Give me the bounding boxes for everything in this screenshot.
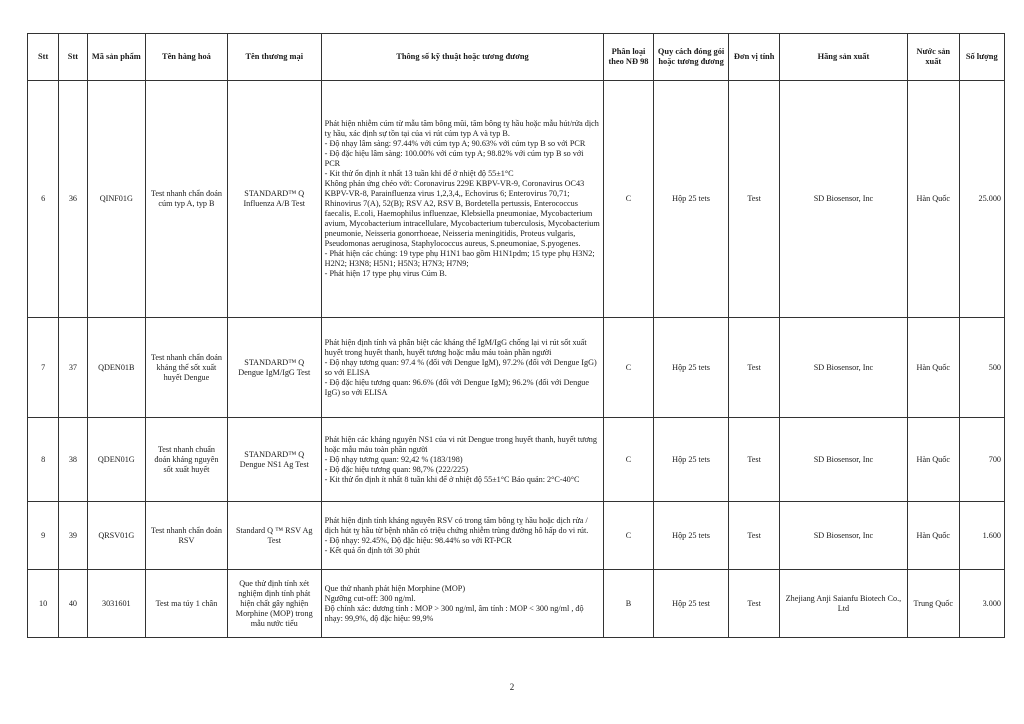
spec-line: - Độ đặc hiệu tương quan: 96.6% (đối với Dengue IgM); 96.2% (đối với Dengue IgG) so với ELISA [324, 377, 590, 397]
cell-stt2: 39 [59, 502, 87, 570]
cell-spec [321, 502, 604, 570]
cell-qty: 25.000 [959, 81, 1005, 318]
cell-country: Hàn Quốc [908, 81, 959, 318]
cell-unit: Test [729, 570, 779, 638]
table-row [28, 318, 1005, 418]
spec-line: Que thử nhanh phát hiện Morphine (MOP) [324, 583, 466, 593]
table-row [28, 570, 1005, 638]
cell-stt1: 9 [28, 502, 59, 570]
table-row [28, 502, 1005, 570]
cell-class: C [604, 81, 653, 318]
cell-stt1: 8 [28, 418, 59, 502]
cell-qty: 700 [959, 418, 1005, 502]
page-number: 2 [509, 682, 515, 692]
cell-code: QRSV01G [87, 502, 146, 570]
product-table [27, 33, 1005, 638]
cell-code: QINF01G [87, 81, 146, 318]
cell-stt1: 6 [28, 81, 59, 318]
cell-spec [321, 81, 604, 318]
cell-name: Test nhanh chuẩn đoán kháng nguyên sốt xuất huyết [146, 418, 228, 502]
spec-line: - Độ nhạy: 92.45%, Độ đặc hiệu: 98.44% so với RT-PCR [324, 535, 512, 545]
cell-trade: STANDARD™ Q Influenza A/B Test [227, 81, 321, 318]
cell-class: C [604, 502, 653, 570]
spec-line: - Kit thử ổn định ít nhất 8 tuần khi để ở nhiệt độ 55±1°C Bảo quản: 2°C-40°C [324, 474, 580, 484]
cell-stt2: 38 [59, 418, 87, 502]
spec-line: - Phát hiện 17 type phụ virus Cúm B. [324, 269, 447, 278]
cell-pack: Hộp 25 test [653, 570, 729, 638]
cell-country: Hàn Quốc [908, 418, 959, 502]
cell-qty: 3.000 [959, 570, 1005, 638]
cell-pack: Hộp 25 tets [653, 318, 729, 418]
spec-line: Ngưỡng cut-off: 300 ng/ml. [324, 593, 416, 603]
table-row [28, 418, 1005, 502]
cell-unit: Test [729, 418, 779, 502]
header-stt1: Stt [28, 34, 59, 81]
cell-stt1: 10 [28, 570, 59, 638]
cell-trade: STANDARD™ Q Dengue IgM/IgG Test [227, 318, 321, 418]
header-row [28, 34, 1005, 81]
header-code: Mã sản phẩm [87, 34, 146, 81]
cell-class: C [604, 418, 653, 502]
header-trade: Tên thương mại [227, 34, 321, 81]
cell-spec [321, 418, 604, 502]
cell-code: QDEN01G [87, 418, 146, 502]
spec-line: Độ chính xác: dương tính : MOP > 300 ng/ml, âm tính : MOP < 300 ng/ml , độ nhạy: 99,9%, độ đặc hiệu: 99,9% [324, 603, 584, 623]
spec-line: - Độ nhạy tương quan: 92,42 % (183/198) [324, 454, 463, 464]
spec-line: - Độ đặc hiệu tương quan: 98,7% (222/225) [324, 464, 469, 474]
spec-line: Phát hiện định tính kháng nguyên RSV có trong tăm bông tỵ hầu hoặc dịch rửa / dịch hút tỵ hầu từ bệnh nhân có triệu chứng nhiễm trùng đường hô hấp do vi rút. [324, 515, 589, 535]
cell-class: C [604, 318, 653, 418]
spec-line: Phát hiện các kháng nguyên NS1 của vi rút Dengue trong huyết thanh, huyết tương hoặc mẫu máu toàn phần người [324, 434, 597, 454]
cell-stt2: 36 [59, 81, 87, 318]
cell-maker: SD Biosensor, Inc [779, 502, 907, 570]
cell-unit: Test [729, 502, 779, 570]
spec-line: Phát hiện nhiễm cúm từ mẫu tăm bông mũi, tăm bông tỵ hầu hoặc mẫu hút/rửa dịch tỵ hầu, xác định sự tồn tại của vi rút cúm typ A và typ B. [324, 119, 599, 138]
cell-maker: SD Biosensor, Inc [779, 318, 907, 418]
cell-name: Test nhanh chẩn đoán cúm typ A, typ B [146, 81, 228, 318]
cell-unit: Test [729, 81, 779, 318]
header-class: Phân loại theo NĐ 98 [604, 34, 653, 81]
header-qty: Số lượng [959, 34, 1005, 81]
spec-line: Phát hiện định tính và phân biệt các kháng thể IgM/IgG chống lại vi rút sốt xuất huyết trong huyết thanh, huyết tương hoặc mẫu máu toàn phần người [324, 337, 587, 357]
cell-country: Hàn Quốc [908, 318, 959, 418]
cell-qty: 500 [959, 318, 1005, 418]
cell-code: QDEN01B [87, 318, 146, 418]
cell-maker: SD Biosensor, Inc [779, 418, 907, 502]
spec-line: - Kit thử ổn định ít nhất 13 tuần khi để ở nhiệt độ 55±1°C [324, 169, 514, 178]
cell-trade: STANDARD™ Q Dengue NS1 Ag Test [227, 418, 321, 502]
header-country: Nước sản xuất [908, 34, 959, 81]
spec-line: - Độ nhạy tương quan: 97.4 % (đối với Dengue IgM), 97.2% (đối với Dengue IgG) so với ELISA [324, 357, 597, 377]
cell-trade: Que thử định tính xét nghiệm định tính phát hiện chất gây nghiện Morphine (MOP) trong mẫu nước tiểu [227, 570, 321, 638]
cell-stt2: 37 [59, 318, 87, 418]
header-name: Tên hàng hoá [146, 34, 228, 81]
spec-line: - Độ nhạy lâm sàng: 97.44% với cúm typ A; 90.63% với cúm typ B so với PCR [324, 139, 586, 148]
header-stt2: Stt [59, 34, 87, 81]
cell-class: B [604, 570, 653, 638]
spec-line: - Kết quả ổn định tới 30 phút [324, 545, 420, 555]
cell-name: Test nhanh chẩn đoán RSV [146, 502, 228, 570]
header-unit: Đơn vị tính [729, 34, 779, 81]
cell-spec [321, 318, 604, 418]
cell-spec [321, 570, 604, 638]
spec-line: - Phát hiện các chủng: 19 type phụ H1N1 bao gồm H1N1pdm; 15 type phụ H3N2; H2N2; H3N8; H5N1; H5N3; H7N3; H7N9; [324, 249, 595, 268]
cell-trade: Standard Q ™ RSV Ag Test [227, 502, 321, 570]
cell-name: Test ma túy 1 chân [146, 570, 228, 638]
cell-unit: Test [729, 318, 779, 418]
cell-country: Trung Quốc [908, 570, 959, 638]
cell-pack: Hộp 25 tets [653, 418, 729, 502]
header-pack: Quy cách đóng gói hoặc tương đương [653, 34, 729, 81]
cell-pack: Hộp 25 tets [653, 502, 729, 570]
header-spec: Thông số kỹ thuật hoặc tương đương [321, 34, 604, 81]
cell-qty: 1.600 [959, 502, 1005, 570]
cell-maker: SD Biosensor, Inc [779, 81, 907, 318]
header-maker: Hãng sản xuất [779, 34, 907, 81]
cell-maker: Zhejiang Anji Saianfu Biotech Co., Ltd [779, 570, 907, 638]
cell-code: 3031601 [87, 570, 146, 638]
cell-pack: Hộp 25 tets [653, 81, 729, 318]
spec-line: - Độ đặc hiệu lâm sàng: 100.00% với cúm typ A; 98.82% với cúm typ B so với PCR [324, 149, 584, 168]
spec-line: Không phản ứng chéo với: Coronavirus 229E KBPV-VR-9, Coronavirus OC43 KBPV-VR-8, Parainfluenza virus 1,2,3,4,, Echovirus 6; Enterovirus 70,71; Rhinovirus 7(A), 52(B); RSV A2, RSV B, Bordetella pertussis, Enterococcus faecalis, E.coli, Haemophilus influenzae, Klebsiella pneumoniae, Mycobacterium avium, Mycobacterium intracellulare, Mycobacterium tuberculosis, Mycobacterium pneumonie, Neisseria gonorrhoeae, Neisseria meningitidis, Proteus vulgaris, Pseudomonas aeruginosa, Staphylococcus aureus, S.pneumoniae, S.pyogenes. [324, 179, 600, 248]
cell-stt1: 7 [28, 318, 59, 418]
cell-stt2: 40 [59, 570, 87, 638]
cell-name: Test nhanh chẩn đoán kháng thể sốt xuất huyết Dengue [146, 318, 228, 418]
table-row [28, 81, 1005, 318]
cell-country: Hàn Quốc [908, 502, 959, 570]
